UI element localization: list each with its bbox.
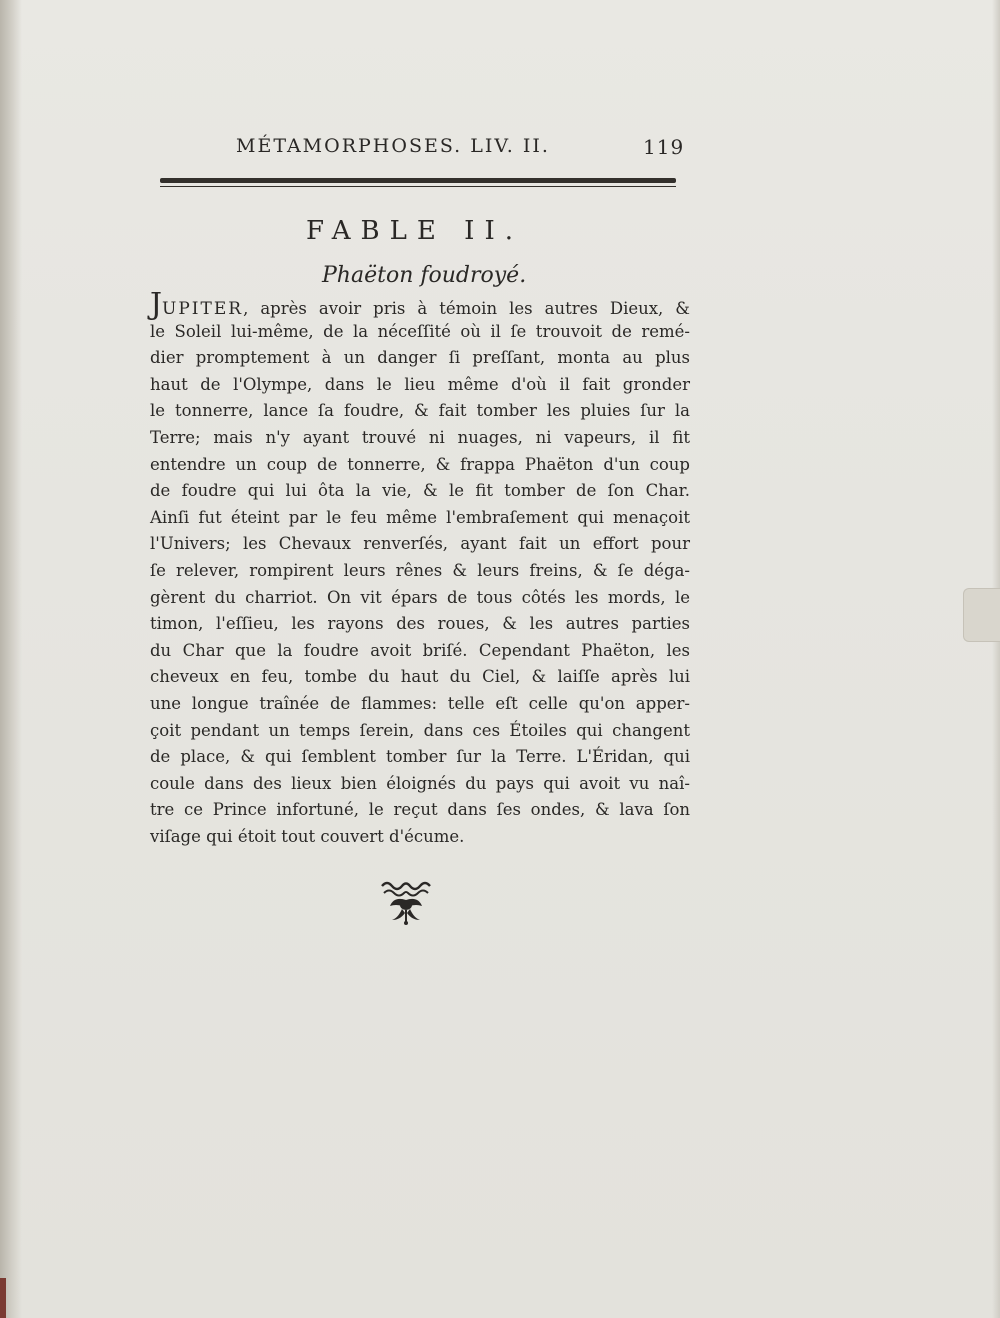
fable-body [150, 287, 690, 850]
body-line: dier promptement à un danger ſi preſſant, monta au plus [150, 348, 690, 368]
drop-cap: J [150, 287, 163, 322]
body-line: l'Univers; les Chevaux renverſés, ayant fait un effort pour [150, 534, 690, 554]
body-line: une longue traînée de flammes: telle eſt celle qu'on apper- [150, 693, 690, 713]
body-line: le Soleil lui-même, de la néceſſité où il ſe trouvoit de remé- [150, 321, 690, 341]
body-line: de foudre qui lui ôta la vie, & le fit tomber de ſon Char. [150, 481, 690, 501]
body-line-text: , après avoir pris à témoin les autres Dieux, & [243, 299, 690, 318]
body-line: timon, l'eſſieu, les rayons des roues, & les autres parties [150, 614, 690, 634]
body-line: de place, & qui ſemblent tomber ſur la Terre. L'Éridan, qui [150, 747, 690, 767]
page-number: 119 [643, 135, 685, 159]
header-rule [160, 178, 676, 187]
page-edge-shadow [992, 0, 1000, 1318]
body-line: çoit pendant un temps ſerein, dans ces Étoiles qui changent [150, 720, 690, 740]
floral-tailpiece-icon [378, 878, 434, 926]
fable-heading: FABLE II. [306, 216, 523, 246]
binding-edge [0, 1278, 6, 1318]
body-line: du Char que la foudre avoit briſé. Cependant Phaëton, les [150, 640, 690, 660]
running-head: MÉTAMORPHOSES. LIV. II. [236, 135, 550, 157]
page-tab-marker [963, 588, 1000, 642]
body-line: haut de l'Olympe, dans le lieu même d'où il fait gronder [150, 374, 690, 394]
body-line: le tonnerre, lance ſa foudre, & fait tomber les pluies ſur la [150, 401, 690, 421]
body-line: Terre; mais n'y ayant trouvé ni nuages, ni vapeurs, il fit [150, 427, 690, 447]
body-line: coule dans des lieux bien éloignés du pays qui avoit vu naî- [150, 773, 690, 793]
header-rule-thin [160, 186, 676, 187]
body-line: ſe relever, rompirent leurs rênes & leurs freins, & ſe déga- [150, 560, 690, 580]
first-word-caps: UPITER [162, 299, 244, 319]
body-line: viſage qui étoit tout couvert d'écume. [150, 826, 465, 846]
fable-subtitle: Phaëton foudroyé. [322, 263, 527, 288]
body-line: Ainſi fut éteint par le feu même l'embraſement qui menaçoit [150, 507, 690, 527]
body-line [150, 287, 690, 322]
body-line: cheveux en feu, tombe du haut du Ciel, & laiſſe après lui [150, 667, 690, 687]
body-line: tre ce Prince infortuné, le reçut dans ſes ondes, & lava ſon [150, 800, 690, 820]
header-rule-thick [160, 178, 676, 183]
body-line: gèrent du charriot. On vit épars de tous côtés les mords, le [150, 587, 690, 607]
body-line: entendre un coup de tonnerre, & frappa Phaëton d'un coup [150, 454, 690, 474]
page-gutter-shadow [0, 0, 22, 1318]
